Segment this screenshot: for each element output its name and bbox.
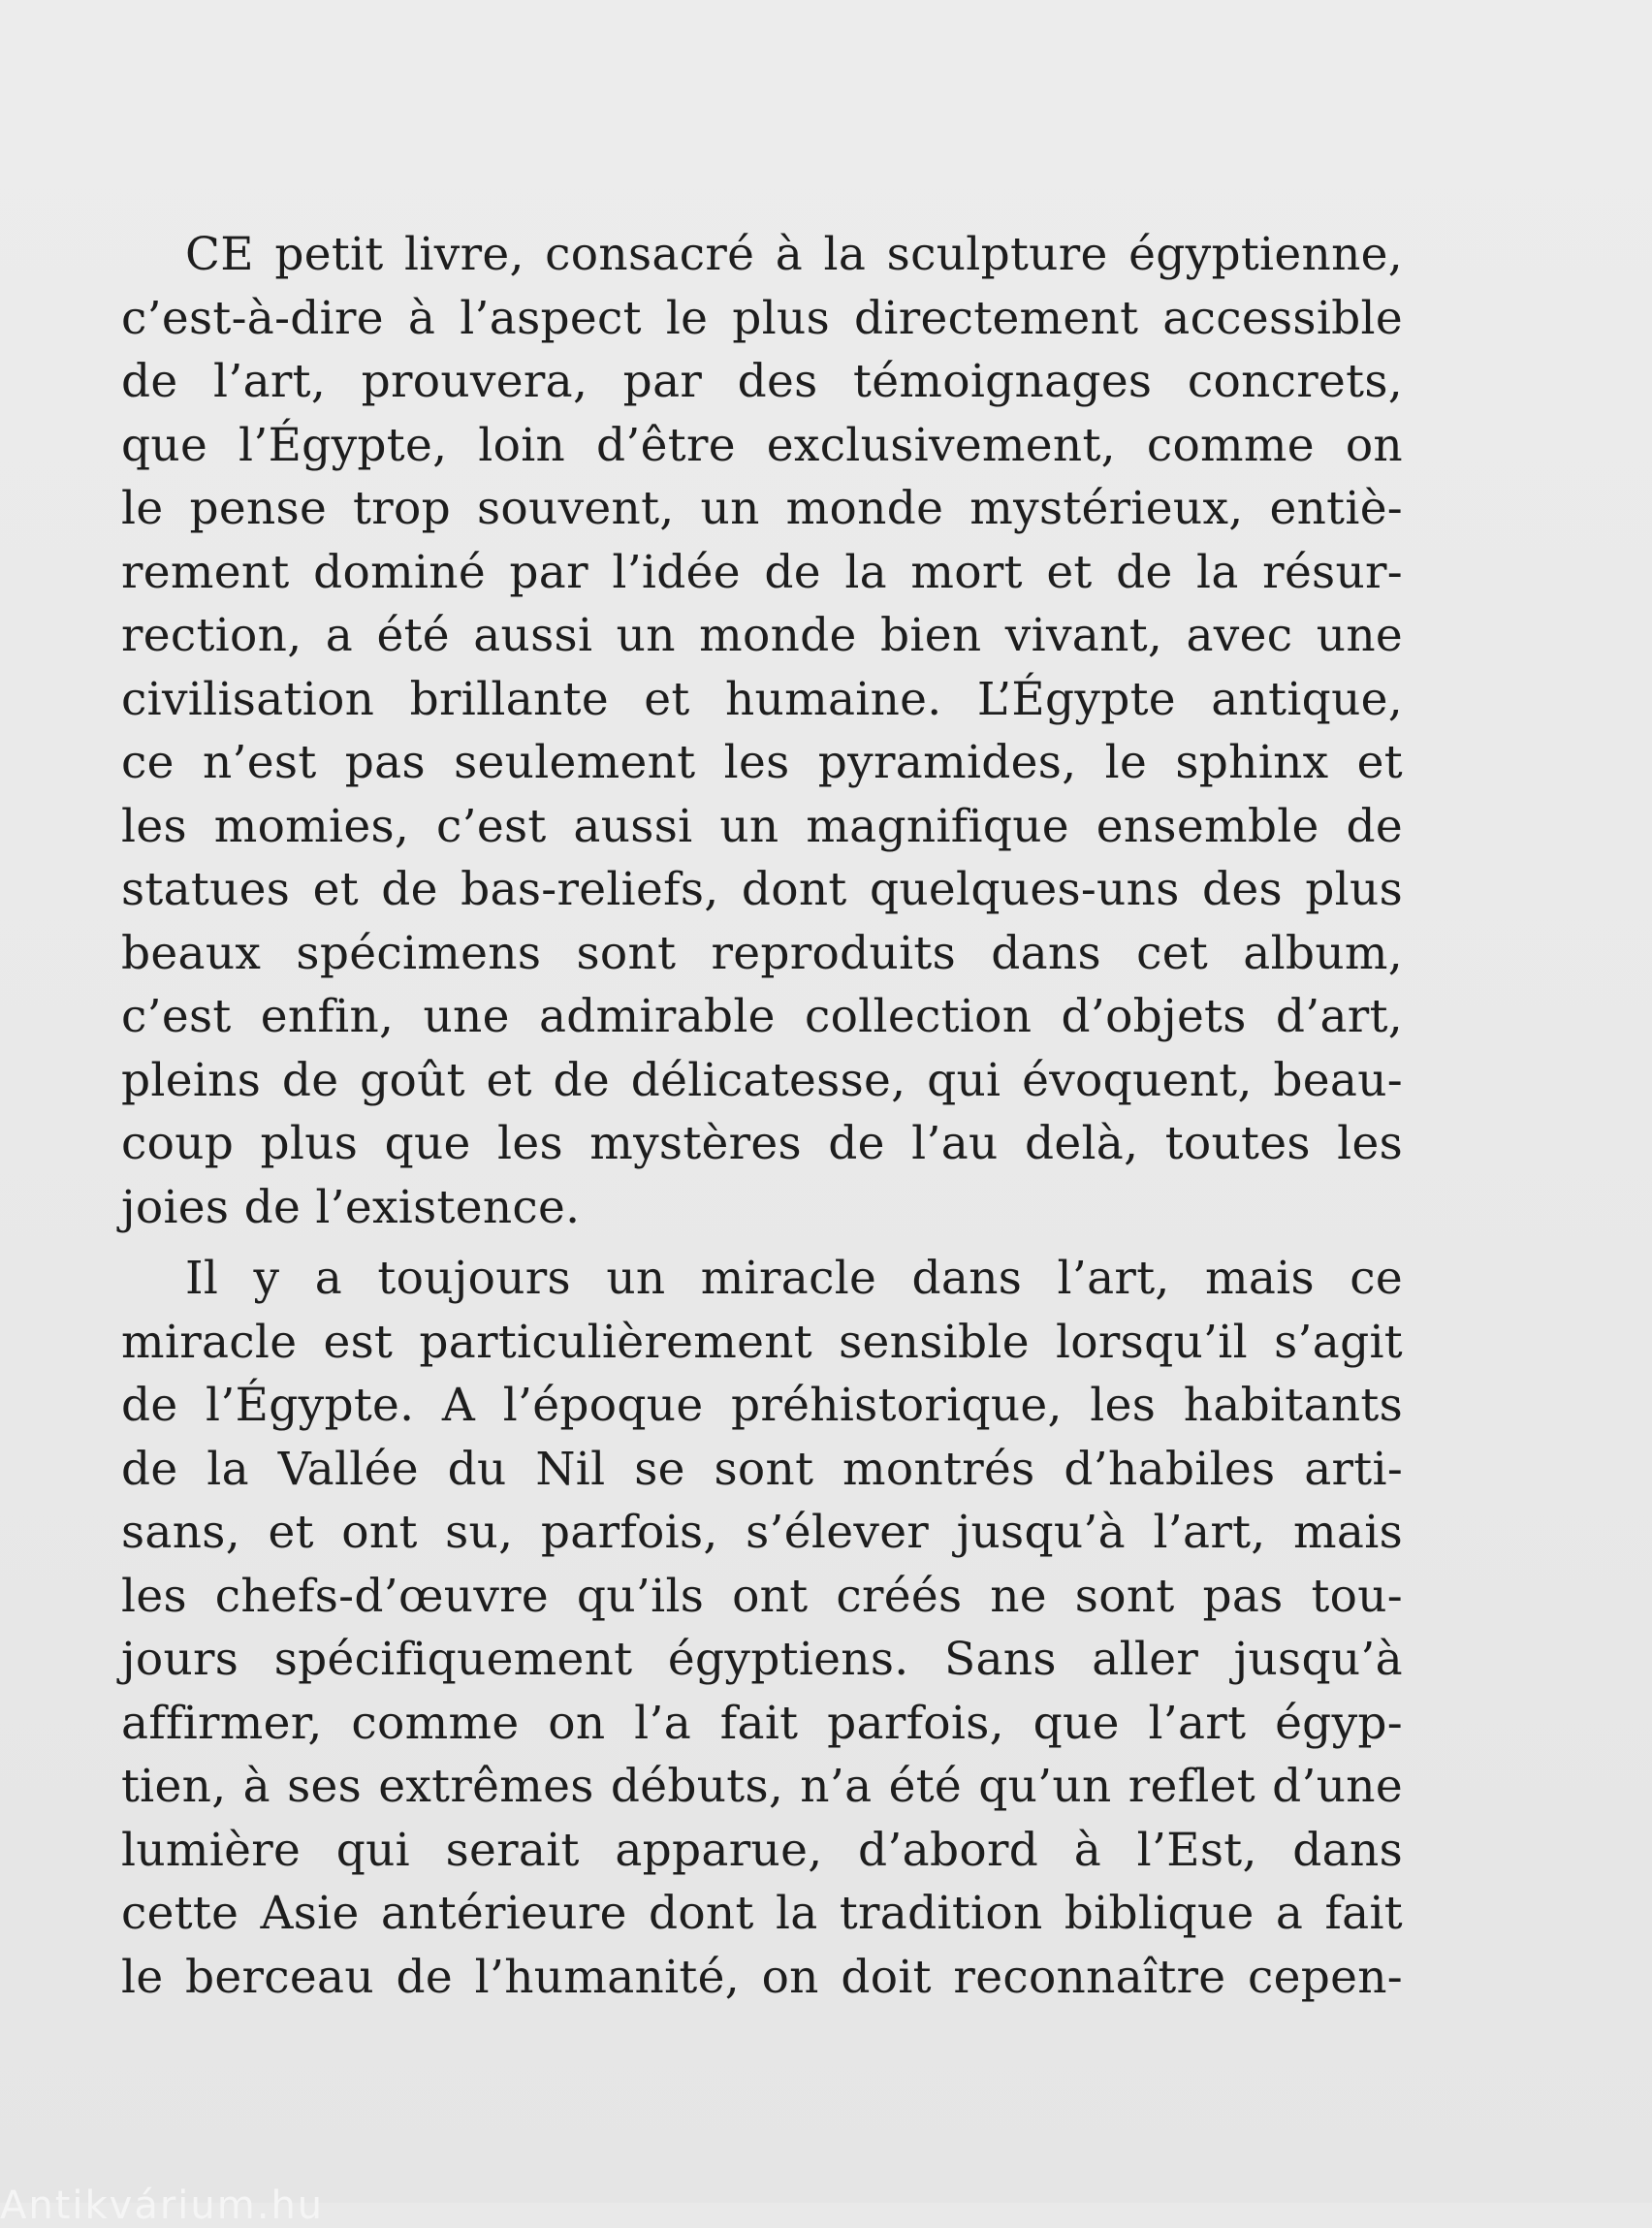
text-line: tien, à ses extrêmes débuts, n’a été qu’un reflet d’une [121, 1760, 1403, 1813]
text-line: les chefs-d’œuvre qu’ils ont créés ne sont pas tou- [121, 1569, 1403, 1623]
text-line: Il y a toujours un miracle dans l’art, mais ce [185, 1252, 1403, 1305]
text-line: pleins de goût et de délicatesse, qui évoquent, beau- [121, 1053, 1403, 1107]
text-line: sans, et ont su, parfois, s’élever jusqu’à l’art, mais [121, 1506, 1403, 1559]
body-text [121, 223, 1403, 2009]
text-line: cette Asie antérieure dont la tradition biblique a fait [121, 1887, 1403, 1940]
text-line: statues et de bas-reliefs, dont quelques-uns des plus [121, 863, 1403, 916]
text-line: miracle est particulièrement sensible lorsqu’il s’agit [121, 1315, 1403, 1369]
text-line: ce n’est pas seulement les pyramides, le sphinx et [121, 736, 1403, 789]
watermark: Antikvárium.hu [0, 2183, 325, 2228]
text-line: rement dominé par l’idée de la mort et de la résur- [121, 545, 1403, 599]
text-line: lumière qui serait apparue, d’abord à l’Est, dans [121, 1823, 1403, 1877]
paragraph-1 [121, 223, 1403, 1239]
text-line: les momies, c’est aussi un magnifique ensemble de [121, 799, 1403, 853]
text-line: de la Vallée du Nil se sont montrés d’habiles arti- [121, 1442, 1403, 1496]
text-line: CE petit livre, consacré à la sculpture égyptienne, [185, 228, 1403, 281]
text-line: jours spécifiquement égyptiens. Sans aller jusqu’à [121, 1633, 1403, 1686]
text-line: que l’Égypte, loin d’être exclusivement, comme on [121, 418, 1403, 472]
text-line: c’est enfin, une admirable collection d’objets d’art, [121, 990, 1403, 1043]
text-line: de l’art, prouvera, par des témoignages concrets, [121, 355, 1403, 408]
paragraph-2 [121, 1247, 1403, 2009]
text-line: le pense trop souvent, un monde mystérieux, entiè- [121, 482, 1403, 535]
text-line: coup plus que les mystères de l’au delà, toutes les [121, 1117, 1403, 1170]
text-line: le berceau de l’humanité, on doit reconnaître cepen- [121, 1950, 1403, 2004]
text-line: de l’Égypte. A l’époque préhistorique, les habitants [121, 1379, 1403, 1432]
text-line: c’est-à-dire à l’aspect le plus directement accessible [121, 291, 1403, 345]
text-line: beaux spécimens sont reproduits dans cet album, [121, 926, 1403, 980]
text-line: joies de l’existence. [121, 1180, 581, 1234]
text-line: rection, a été aussi un monde bien vivant, avec une [121, 609, 1403, 662]
text-line: civilisation brillante et humaine. L’Égypte antique, [121, 672, 1403, 726]
text-line: affirmer, comme on l’a fait parfois, que l’art égyp- [121, 1696, 1403, 1750]
